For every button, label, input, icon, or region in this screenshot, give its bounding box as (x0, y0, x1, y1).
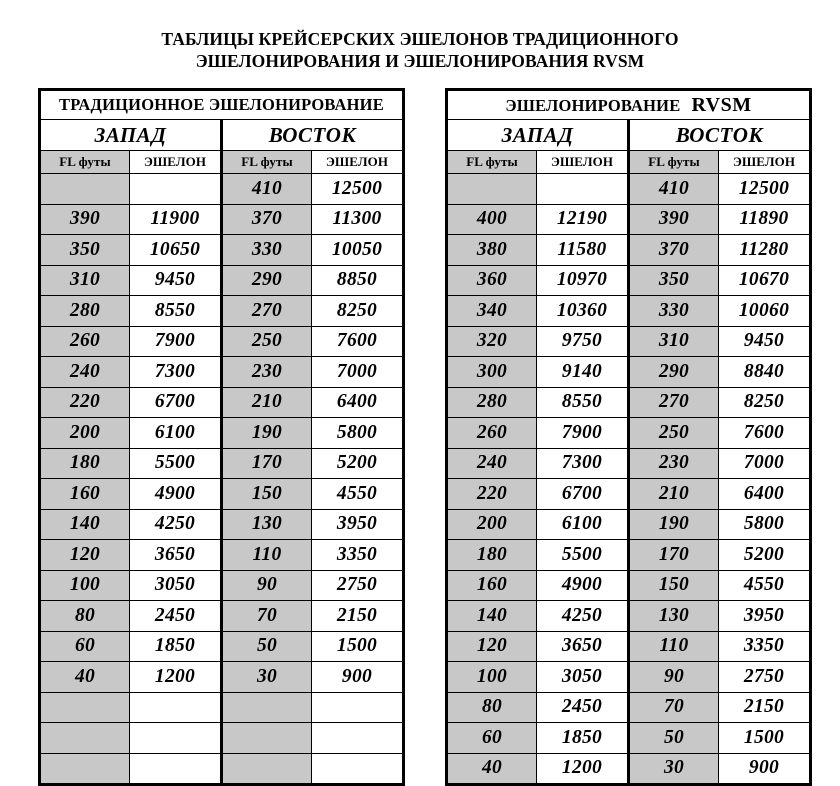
direction-header-row (447, 120, 811, 151)
cell-west-fl: 80 (447, 692, 537, 723)
cell-west-fl: 120 (40, 540, 130, 571)
cell-east-level: 7000 (312, 357, 404, 388)
cell-east-fl: 150 (629, 570, 719, 601)
cell-east-level: 2750 (719, 662, 811, 693)
cell-west-level: 7300 (130, 357, 222, 388)
cell-west-level: 8550 (130, 296, 222, 327)
direction-header-east: ВОСТОК (629, 120, 811, 151)
cell-west-fl (40, 174, 130, 205)
cell-east-fl: 230 (629, 448, 719, 479)
cell-west-fl: 100 (447, 662, 537, 693)
table-row (447, 448, 811, 479)
cell-east-level: 3950 (719, 601, 811, 632)
cell-west-fl: 400 (447, 204, 537, 235)
cell-west-level: 1850 (537, 723, 629, 754)
cell-east-fl: 410 (629, 174, 719, 205)
cell-east-fl (222, 753, 312, 785)
cell-east-level: 6400 (312, 387, 404, 418)
cell-west-level: 10360 (537, 296, 629, 327)
table-row (447, 204, 811, 235)
table-row (40, 631, 404, 662)
cell-west-level (537, 174, 629, 205)
cell-east-level: 7000 (719, 448, 811, 479)
table-row (447, 753, 811, 785)
cell-west-fl: 310 (40, 265, 130, 296)
table-row (40, 509, 404, 540)
cell-east-fl (222, 692, 312, 723)
cell-west-level: 6700 (130, 387, 222, 418)
cell-east-fl: 30 (629, 753, 719, 785)
cell-west-fl: 350 (40, 235, 130, 266)
cell-east-level: 5200 (312, 448, 404, 479)
table-row (40, 479, 404, 510)
table-row (447, 631, 811, 662)
tables-area (0, 88, 840, 786)
cell-east-level: 10050 (312, 235, 404, 266)
table-row (447, 265, 811, 296)
cell-east-fl: 50 (222, 631, 312, 662)
cell-east-fl: 410 (222, 174, 312, 205)
levels-table-rvsm (445, 88, 812, 786)
table-row (40, 570, 404, 601)
table-row (40, 448, 404, 479)
cell-west-fl: 160 (447, 570, 537, 601)
cell-west-fl: 80 (40, 601, 130, 632)
cell-west-level: 7300 (537, 448, 629, 479)
column-header-east-level: ЭШЕЛОН (312, 151, 404, 174)
column-header-east-fl: FL футы (629, 151, 719, 174)
table-row (40, 601, 404, 632)
cell-west-fl: 200 (40, 418, 130, 449)
table-row (447, 479, 811, 510)
table-row (447, 296, 811, 327)
cell-east-level: 10060 (719, 296, 811, 327)
cell-west-level: 7900 (537, 418, 629, 449)
cell-west-fl: 160 (40, 479, 130, 510)
cell-west-level: 10650 (130, 235, 222, 266)
cell-east-level: 11280 (719, 235, 811, 266)
cell-west-level: 6100 (537, 509, 629, 540)
cell-west-fl: 40 (447, 753, 537, 785)
cell-east-fl: 90 (629, 662, 719, 693)
cell-east-level: 2750 (312, 570, 404, 601)
cell-west-fl: 380 (447, 235, 537, 266)
cell-west-fl: 180 (40, 448, 130, 479)
cell-east-fl: 230 (222, 357, 312, 388)
table-row (447, 662, 811, 693)
table-title-row (447, 90, 811, 120)
rvsm-table-wrapper (445, 88, 812, 786)
cell-west-level: 2450 (130, 601, 222, 632)
cell-east-level: 6400 (719, 479, 811, 510)
cell-east-level: 12500 (312, 174, 404, 205)
cell-east-fl (222, 723, 312, 754)
table-title-text: ЭШЕЛОНИРОВАНИЕ (505, 95, 681, 115)
table-row (40, 662, 404, 693)
cell-east-level: 7600 (719, 418, 811, 449)
cell-east-fl: 270 (629, 387, 719, 418)
cell-west-fl: 220 (447, 479, 537, 510)
cell-west-fl: 100 (40, 570, 130, 601)
table-row (447, 601, 811, 632)
direction-header-west: ЗАПАД (40, 120, 222, 151)
cell-east-level: 4550 (719, 570, 811, 601)
cell-west-fl: 240 (40, 357, 130, 388)
table-row (40, 418, 404, 449)
cell-east-level: 8250 (719, 387, 811, 418)
cell-west-fl: 120 (447, 631, 537, 662)
cell-west-fl: 280 (40, 296, 130, 327)
table-title-suffix: RVSM (680, 93, 752, 116)
cell-east-level: 4550 (312, 479, 404, 510)
levels-table-traditional (38, 88, 405, 786)
cell-east-level: 5200 (719, 540, 811, 571)
cell-west-level: 1850 (130, 631, 222, 662)
cell-west-fl: 360 (447, 265, 537, 296)
table-row (40, 540, 404, 571)
cell-east-level: 8850 (312, 265, 404, 296)
table-title-traditional (40, 90, 404, 120)
cell-west-fl: 320 (447, 326, 537, 357)
cell-east-level: 2150 (719, 692, 811, 723)
cell-west-level: 3650 (130, 540, 222, 571)
cell-west-level: 10970 (537, 265, 629, 296)
table-title-text: ТРАДИЦИОННОЕ ЭШЕЛОНИРОВАНИЕ (59, 95, 384, 114)
cell-east-fl: 70 (222, 601, 312, 632)
cell-west-level: 5500 (130, 448, 222, 479)
page-title-line-1: ТАБЛИЦЫ КРЕЙСЕРСКИХ ЭШЕЛОНОВ ТРАДИЦИОННОГО (161, 29, 679, 49)
column-header-east-fl: FL футы (222, 151, 312, 174)
cell-west-level (130, 692, 222, 723)
cell-west-fl: 220 (40, 387, 130, 418)
table-row (447, 570, 811, 601)
cell-west-level: 12190 (537, 204, 629, 235)
cell-east-level: 10670 (719, 265, 811, 296)
cell-east-fl: 330 (222, 235, 312, 266)
column-header-east-level: ЭШЕЛОН (719, 151, 811, 174)
table-row (40, 357, 404, 388)
cell-east-level: 8840 (719, 357, 811, 388)
table-row (447, 387, 811, 418)
cell-east-level: 9450 (719, 326, 811, 357)
cell-west-level: 5500 (537, 540, 629, 571)
cell-west-level (130, 723, 222, 754)
cell-west-fl (40, 723, 130, 754)
cell-west-level: 3050 (130, 570, 222, 601)
cell-west-fl: 300 (447, 357, 537, 388)
cell-east-level: 1500 (312, 631, 404, 662)
table-row (447, 540, 811, 571)
cell-west-level: 6700 (537, 479, 629, 510)
cell-west-level: 4250 (130, 509, 222, 540)
table-row (40, 387, 404, 418)
cell-east-level: 12500 (719, 174, 811, 205)
cell-east-level: 11300 (312, 204, 404, 235)
table-row (40, 723, 404, 754)
cell-east-level: 3350 (719, 631, 811, 662)
cell-east-fl: 310 (629, 326, 719, 357)
cell-west-level: 2450 (537, 692, 629, 723)
cell-east-fl: 330 (629, 296, 719, 327)
table-row (447, 235, 811, 266)
cell-west-level: 3650 (537, 631, 629, 662)
cell-west-level (130, 174, 222, 205)
cell-east-fl: 170 (629, 540, 719, 571)
cell-east-fl: 130 (629, 601, 719, 632)
cell-west-fl: 40 (40, 662, 130, 693)
cell-east-fl: 50 (629, 723, 719, 754)
cell-west-fl: 260 (447, 418, 537, 449)
cell-east-level: 5800 (312, 418, 404, 449)
table-row (40, 235, 404, 266)
cell-east-fl: 390 (629, 204, 719, 235)
cell-east-fl: 190 (222, 418, 312, 449)
cell-east-fl: 250 (629, 418, 719, 449)
cell-west-fl (40, 753, 130, 785)
cell-west-level: 11580 (537, 235, 629, 266)
direction-header-west: ЗАПАД (447, 120, 629, 151)
column-header-west-level: ЭШЕЛОН (130, 151, 222, 174)
cell-west-level: 1200 (537, 753, 629, 785)
cell-west-fl: 390 (40, 204, 130, 235)
cell-east-fl: 350 (629, 265, 719, 296)
cell-west-level: 9140 (537, 357, 629, 388)
direction-header-east: ВОСТОК (222, 120, 404, 151)
traditional-table-wrapper (38, 88, 405, 786)
cell-east-fl: 70 (629, 692, 719, 723)
cell-west-fl: 260 (40, 326, 130, 357)
cell-east-level: 8250 (312, 296, 404, 327)
cell-east-fl: 170 (222, 448, 312, 479)
cell-west-level: 8550 (537, 387, 629, 418)
cell-east-level: 11890 (719, 204, 811, 235)
cell-west-fl: 140 (447, 601, 537, 632)
cell-west-level: 6100 (130, 418, 222, 449)
cell-east-level: 1500 (719, 723, 811, 754)
direction-header-row (40, 120, 404, 151)
cell-east-level: 3950 (312, 509, 404, 540)
cell-west-level: 9450 (130, 265, 222, 296)
cell-west-level: 4900 (130, 479, 222, 510)
cell-west-fl: 60 (40, 631, 130, 662)
cell-east-fl: 30 (222, 662, 312, 693)
cell-west-level: 3050 (537, 662, 629, 693)
cell-west-level: 1200 (130, 662, 222, 693)
column-header-row (447, 151, 811, 174)
cell-east-fl: 250 (222, 326, 312, 357)
cell-east-level (312, 692, 404, 723)
cell-east-fl: 370 (222, 204, 312, 235)
cell-east-fl: 110 (629, 631, 719, 662)
cell-west-level: 4250 (537, 601, 629, 632)
cell-east-level (312, 723, 404, 754)
column-header-row (40, 151, 404, 174)
cell-west-level: 4900 (537, 570, 629, 601)
table-row (40, 174, 404, 205)
table-row (447, 326, 811, 357)
table-row (447, 418, 811, 449)
cell-west-level (130, 753, 222, 785)
cell-east-level: 900 (719, 753, 811, 785)
cell-east-level: 2150 (312, 601, 404, 632)
table-row (40, 204, 404, 235)
page-title-line-2: ЭШЕЛОНИРОВАНИЯ И ЭШЕЛОНИРОВАНИЯ RVSM (195, 51, 645, 71)
table-row (40, 326, 404, 357)
cell-east-fl: 290 (222, 265, 312, 296)
cell-east-fl: 210 (629, 479, 719, 510)
cell-west-level: 7900 (130, 326, 222, 357)
table-row (447, 723, 811, 754)
cell-east-fl: 210 (222, 387, 312, 418)
cell-east-level (312, 753, 404, 785)
cell-east-level: 5800 (719, 509, 811, 540)
cell-east-fl: 110 (222, 540, 312, 571)
cell-west-fl: 240 (447, 448, 537, 479)
cell-west-fl: 280 (447, 387, 537, 418)
page-title (0, 0, 840, 72)
cell-east-fl: 90 (222, 570, 312, 601)
cell-east-fl: 130 (222, 509, 312, 540)
table-row (447, 357, 811, 388)
table-row (447, 509, 811, 540)
cell-west-fl: 140 (40, 509, 130, 540)
table-row (447, 174, 811, 205)
cell-west-fl (40, 692, 130, 723)
cell-west-fl: 180 (447, 540, 537, 571)
column-header-west-fl: FL футы (447, 151, 537, 174)
cell-east-fl: 290 (629, 357, 719, 388)
cell-east-fl: 370 (629, 235, 719, 266)
cell-west-level: 11900 (130, 204, 222, 235)
cell-east-level: 3350 (312, 540, 404, 571)
table-row (447, 692, 811, 723)
cell-east-fl: 150 (222, 479, 312, 510)
table-row (40, 692, 404, 723)
cell-east-level: 7600 (312, 326, 404, 357)
table-title-row (40, 90, 404, 120)
column-header-west-fl: FL футы (40, 151, 130, 174)
cell-east-level: 900 (312, 662, 404, 693)
cell-east-fl: 270 (222, 296, 312, 327)
cell-west-level: 9750 (537, 326, 629, 357)
cell-west-fl: 60 (447, 723, 537, 754)
table-title-rvsm (447, 90, 811, 120)
column-header-west-level: ЭШЕЛОН (537, 151, 629, 174)
table-row (40, 753, 404, 785)
table-row (40, 265, 404, 296)
cell-west-fl (447, 174, 537, 205)
table-row (40, 296, 404, 327)
cell-west-fl: 340 (447, 296, 537, 327)
cell-west-fl: 200 (447, 509, 537, 540)
cell-east-fl: 190 (629, 509, 719, 540)
